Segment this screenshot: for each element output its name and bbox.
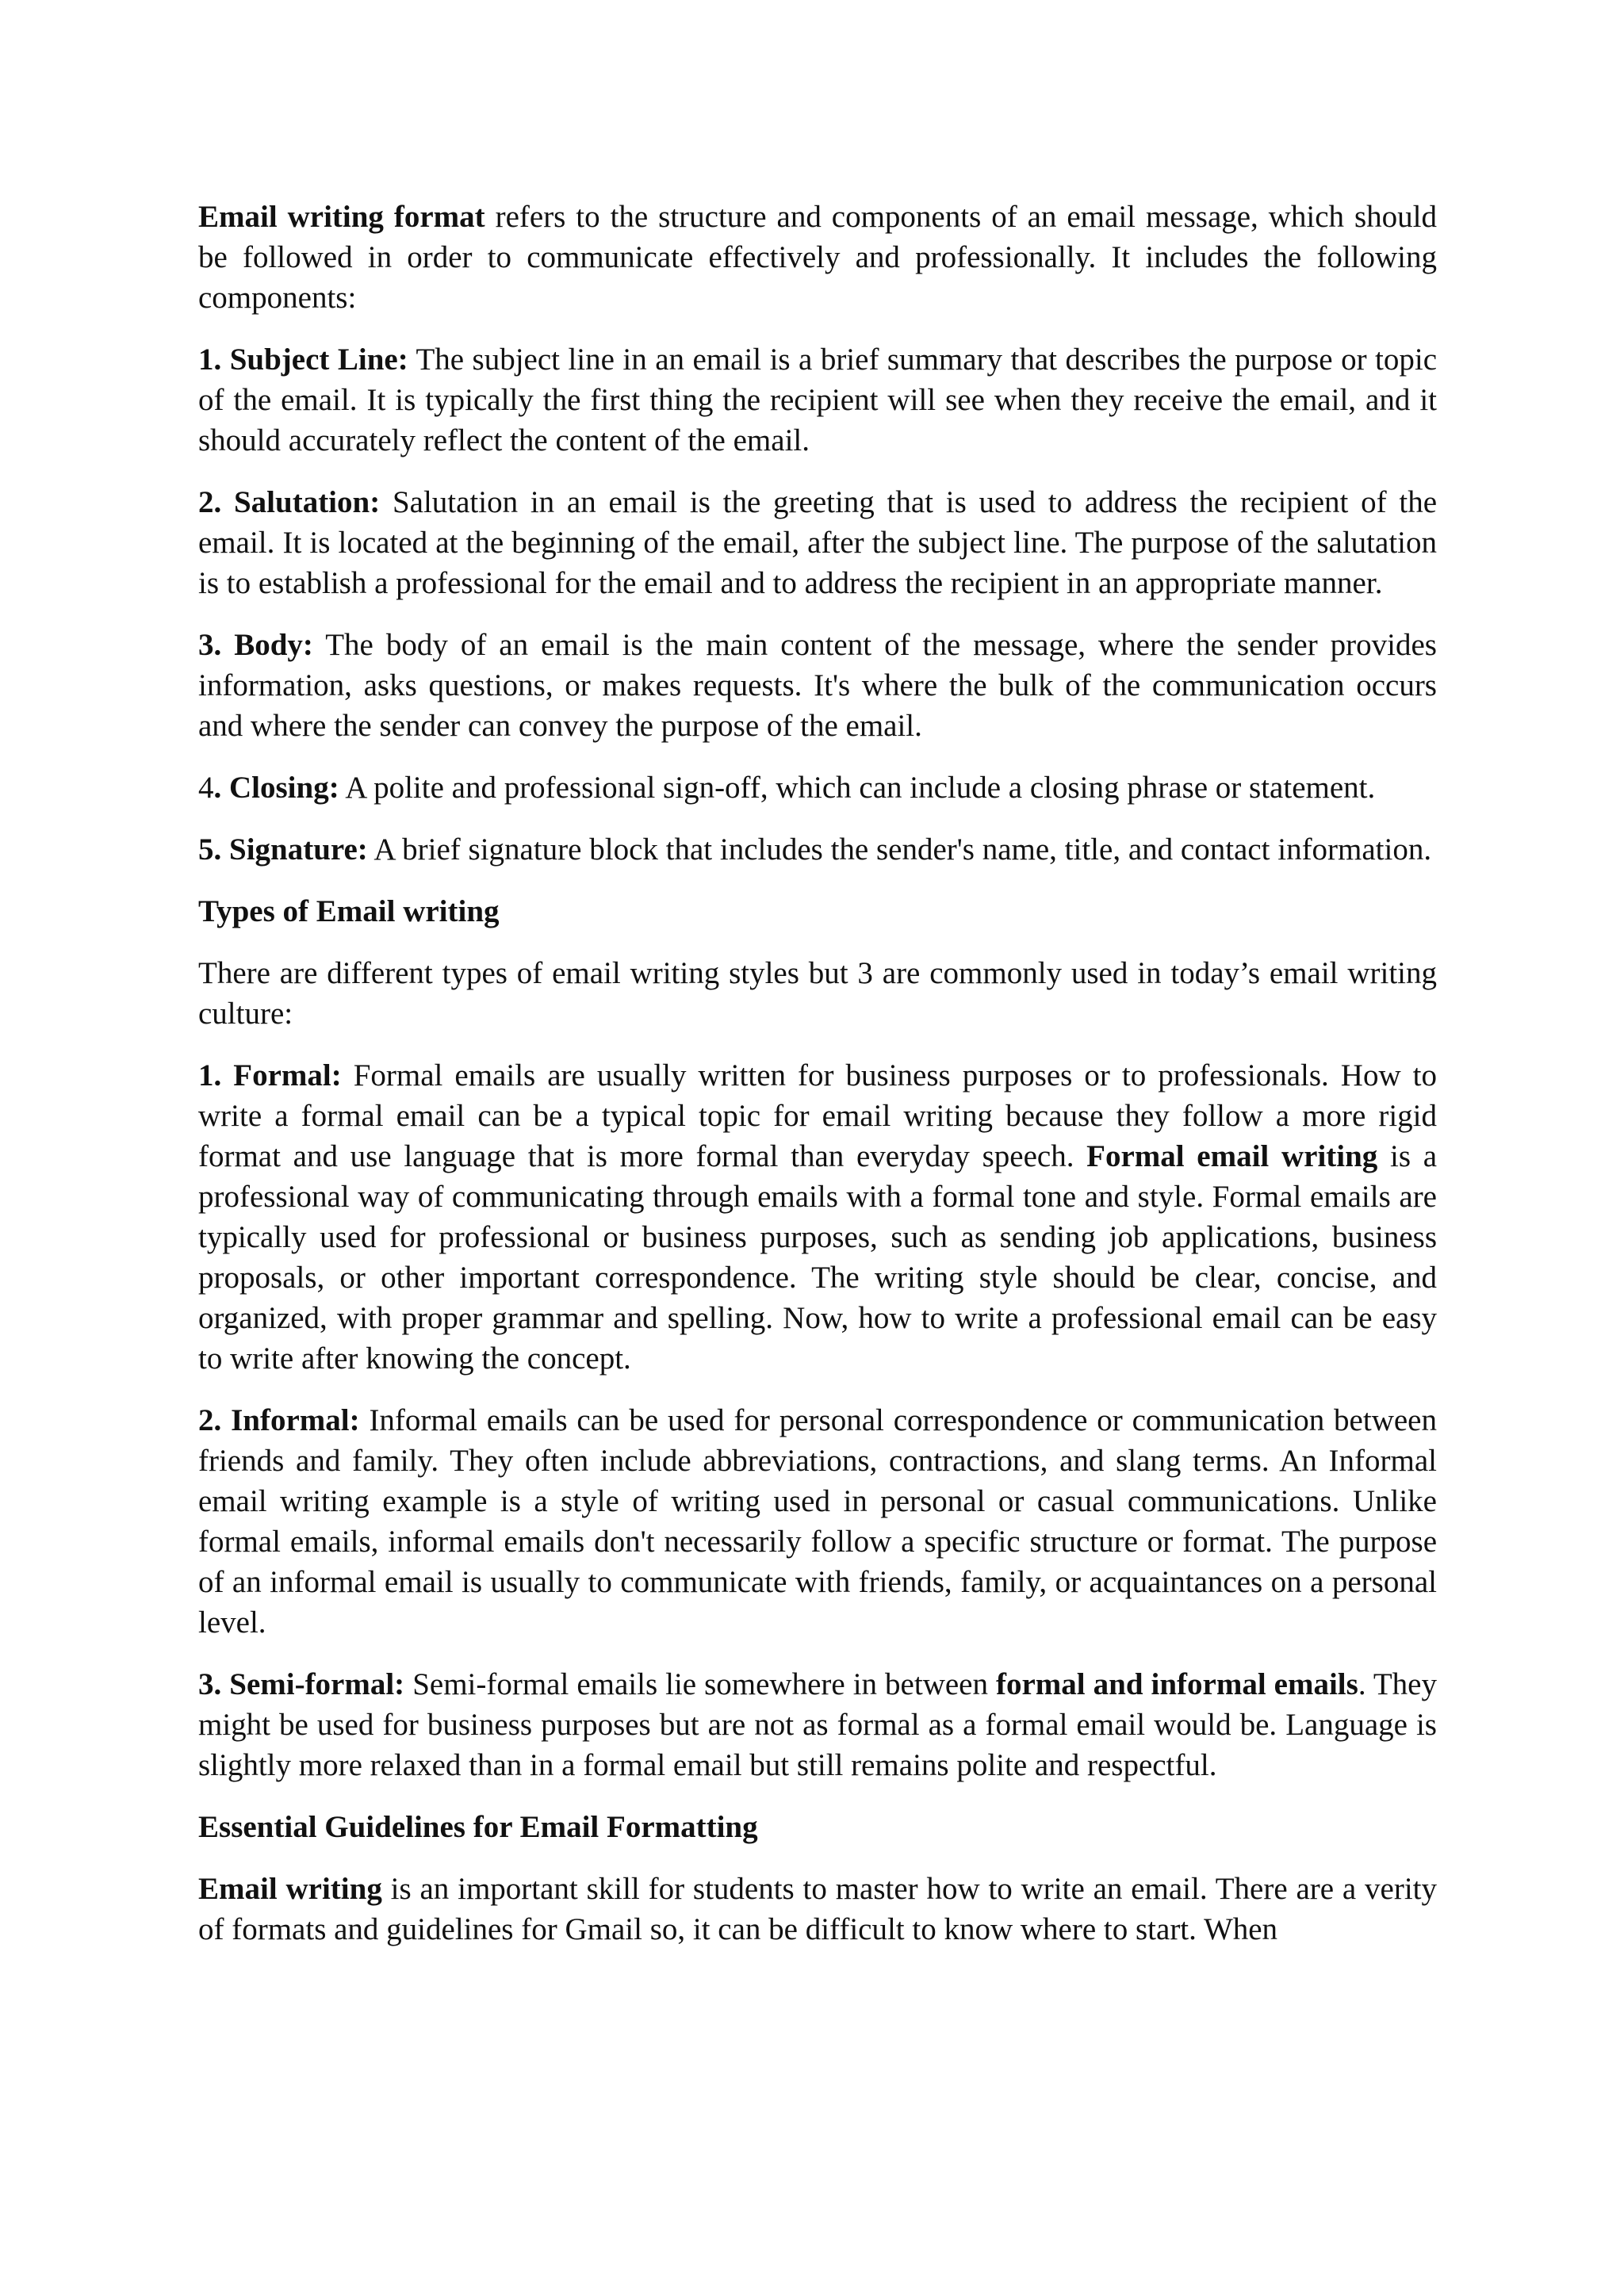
type-semiformal	[198, 1664, 1437, 1785]
type-bold-phrase: Formal email writing	[1086, 1139, 1378, 1173]
section-heading: Types of Email writing	[198, 894, 500, 928]
component-label: 2. Salutation:	[198, 485, 381, 519]
component-closing	[198, 767, 1437, 808]
type-text: is a professional way of communicating through emails with a formal tone and style. Formal emails are typically used for professional or business purposes, such as sending job applications, business proposals, or other important correspondence. The writing style should be clear, concise, and organized, with proper grammar and spelling. Now, how to write a professional email can be easy to write after knowing the concept.	[198, 1139, 1438, 1376]
component-text: Salutation in an email is the greeting that is used to address the recipient of the email. It is located at the beginning of the email, after the subject line. The purpose of the salutation is to establish a professional for the email and to address the recipient in an appropriate manner.	[198, 485, 1437, 600]
guidelines-paragraph	[198, 1869, 1437, 1950]
type-text: Semi-formal emails lie somewhere in between	[404, 1667, 996, 1701]
component-number: 4	[198, 771, 214, 805]
guidelines-heading	[198, 1807, 1437, 1847]
type-label: 1. Formal:	[198, 1058, 342, 1093]
component-text: A brief signature block that includes the sender's name, title, and contact information.	[367, 832, 1432, 867]
type-text: . They might be used for business purposes but are not as formal as a formal email would be. Language is slightly more relaxed than in a formal email but still remains polite and respectful.	[198, 1667, 1437, 1782]
intro-text: refers to the structure and components of an email message, which should be followed in order to communicate effectively and professionally. It includes the following components:	[198, 200, 1438, 315]
component-subject-line	[198, 339, 1437, 461]
guidelines-text: is an important skill for students to master how to write an email. There are a verity of formats and guidelines for Gmail so, it can be difficult to know where to start. When	[198, 1872, 1437, 1946]
type-text: Formal emails are usually written for business purposes or to professionals. How to write a formal email can be a typical topic for email writing because they follow a more rigid format and use language that is more formal than everyday speech.	[198, 1058, 1437, 1173]
component-text: The body of an email is the main content of the message, where the sender provides information, asks questions, or makes requests. It's where the bulk of the communication occurs and where the sender can convey the purpose of the email.	[198, 628, 1437, 743]
types-intro: There are different types of email writing styles but 3 are commonly used in today’s email writing culture:	[198, 956, 1437, 1031]
document-page	[198, 197, 1437, 1971]
component-label: 3. Body:	[198, 628, 313, 662]
component-label: . Closing:	[213, 771, 339, 805]
intro-lead: Email writing format	[198, 200, 485, 234]
guidelines-lead: Email writing	[198, 1872, 382, 1906]
section-heading: Essential Guidelines for Email Formatting	[198, 1810, 758, 1844]
component-text: The subject line in an email is a brief summary that describes the purpose or topic of the email. It is typically the first thing the recipient will see when they receive the email, and it should accurately reflect the content of the email.	[198, 342, 1438, 457]
intro-paragraph	[198, 197, 1437, 318]
type-formal	[198, 1055, 1437, 1379]
type-informal	[198, 1400, 1437, 1643]
type-bold-phrase: formal and informal emails	[996, 1667, 1358, 1701]
component-text: A polite and professional sign-off, which can include a closing phrase or statement.	[339, 771, 1376, 805]
component-signature	[198, 829, 1437, 870]
component-label: 1. Subject Line:	[198, 342, 408, 377]
component-body	[198, 625, 1437, 746]
component-label: 5. Signature:	[198, 832, 368, 867]
types-heading	[198, 891, 1437, 932]
type-label: 3. Semi-formal:	[198, 1667, 405, 1701]
component-salutation	[198, 482, 1437, 603]
type-text: Informal emails can be used for personal correspondence or communication between friends and family. They often include abbreviations, contractions, and slang terms. An Informal email writing example is a style of writing used in personal or casual communications. Unlike formal emails, informal emails don't necessarily follow a specific structure or format. The purpose of an informal email is usually to communicate with friends, family, or acquaintances on a personal level.	[198, 1403, 1437, 1640]
type-label: 2. Informal:	[198, 1403, 360, 1437]
